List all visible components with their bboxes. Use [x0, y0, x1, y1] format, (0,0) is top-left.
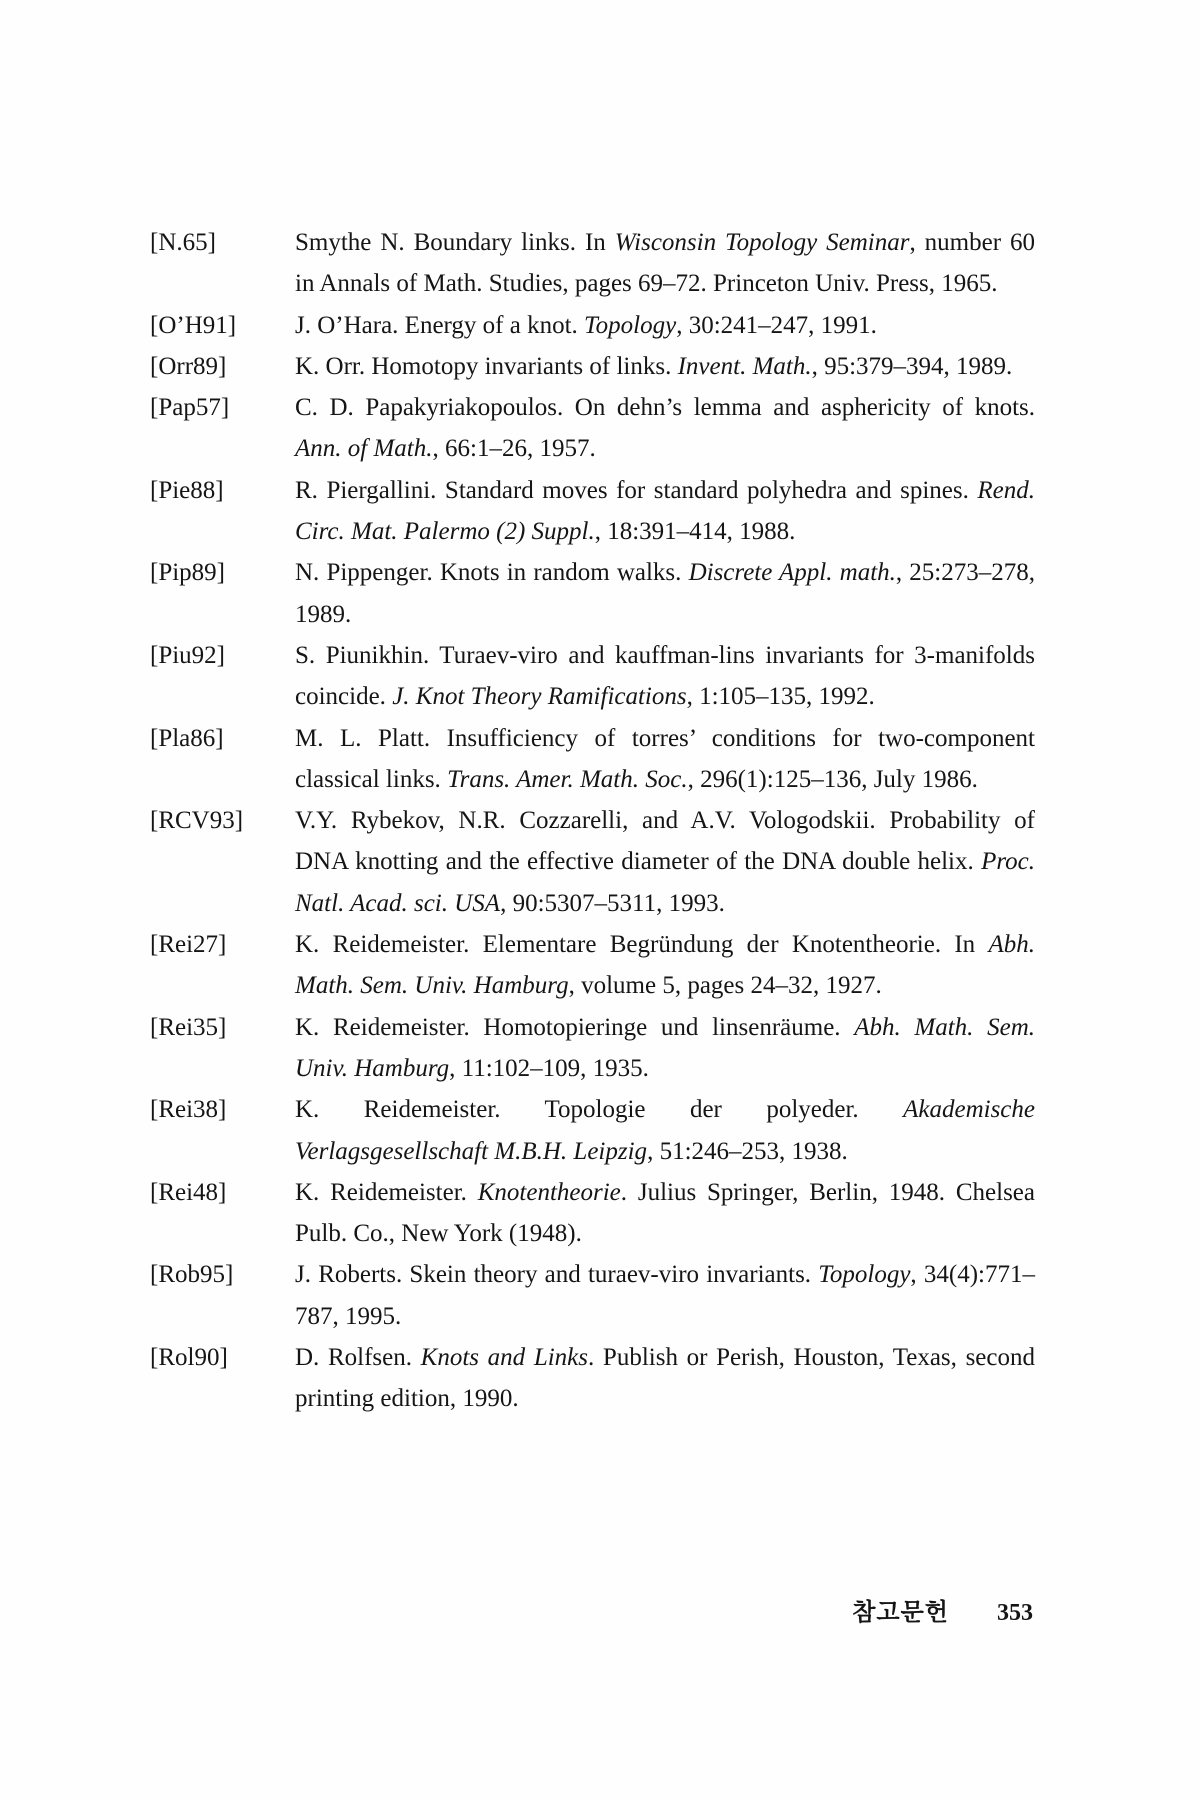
citation-text: J. O’Hara. Energy of a knot. — [295, 311, 585, 339]
footer-section-title: 참고문헌 — [852, 1598, 949, 1626]
citation-text: , 51:246–253, 1938. — [647, 1137, 848, 1165]
reference-entry — [150, 552, 1035, 635]
citation-title-italic: Trans. Amer. Math. Soc. — [447, 765, 688, 793]
reference-label: [Rei48] — [150, 1178, 227, 1206]
reference-entry — [150, 346, 1035, 387]
reference-entry — [150, 1337, 1035, 1420]
reference-entry — [150, 222, 1035, 305]
citation-title-italic: Topology — [584, 311, 677, 339]
citation-text: K. Reidemeister. — [295, 1178, 478, 1206]
citation-text: V.Y. Rybekov, N.R. Cozzarelli, and A.V. Vologodskii. Probability of DNA knotting and the effective diameter of the DNA double helix. — [295, 807, 1035, 876]
reference-citation — [295, 718, 1035, 801]
citation-text: , 30:241–247, 1991. — [676, 311, 877, 339]
citation-title-italic: Proc. Natl. Acad. sci. USA — [295, 848, 1035, 917]
reference-citation — [295, 1089, 1035, 1172]
citation-text: . Julius Springer, Berlin, 1948. Chelsea Pulb. Co., New York (1948). — [295, 1178, 1035, 1248]
citation-title-italic: Rend. Circ. Mat. Palermo (2) Suppl. — [295, 476, 1035, 546]
reference-citation — [295, 222, 1035, 305]
reference-label: [Pie88] — [150, 476, 224, 504]
reference-entry — [150, 924, 1035, 1007]
reference-label: [N.65] — [150, 229, 216, 256]
reference-citation — [295, 552, 1035, 635]
citation-text: , 34(4):771–787, 1995. — [295, 1261, 1035, 1330]
reference-label: [Rol90] — [150, 1344, 228, 1372]
citation-text: , volume 5, pages 24–32, 1927. — [568, 972, 882, 1000]
citation-title-italic: Knots and Links — [420, 1344, 589, 1372]
citation-text: M. L. Platt. Insufficiency of torres’ conditions for two-component classical links. — [295, 724, 1035, 793]
citation-text: R. Piergallini. Standard moves for standard polyhedra and spines. — [295, 476, 978, 504]
citation-text: D. Rolfsen. — [295, 1344, 421, 1372]
citation-text: Smythe N. Boundary links. In — [295, 229, 615, 256]
reference-citation — [295, 1254, 1035, 1337]
reference-entry — [150, 305, 1035, 346]
citation-text: , 90:5307–5311, 1993. — [500, 889, 725, 917]
reference-citation — [295, 1172, 1035, 1255]
citation-title-italic: Ann. of Math. — [295, 435, 433, 463]
reference-label: [RCV93] — [150, 807, 244, 835]
reference-citation — [295, 924, 1035, 1007]
reference-entry — [150, 718, 1035, 801]
citation-text: C. D. Papakyriakopoulos. On dehn’s lemma and asphericity of knots. — [295, 394, 1035, 422]
citation-text: K. Reidemeister. Topologie der polyeder. — [295, 1096, 904, 1124]
reference-citation — [295, 1007, 1035, 1090]
citation-title-italic: Abh. Math. Sem. Univ. Hamburg — [295, 931, 1035, 1000]
reference-label: [Pip89] — [150, 559, 225, 587]
reference-citation — [295, 305, 1035, 346]
reference-citation — [295, 470, 1035, 553]
reference-citation — [295, 387, 1035, 470]
reference-entry — [150, 1172, 1035, 1255]
page-footer — [852, 1592, 1033, 1627]
reference-label: [O’H91] — [150, 311, 237, 339]
citation-text: J. Roberts. Skein theory and turaev-viro invariants. — [295, 1261, 819, 1289]
reference-entry — [150, 470, 1035, 553]
citation-title-italic: Topology — [818, 1261, 911, 1289]
citation-text: N. Pippenger. Knots in random walks. — [295, 559, 689, 587]
citation-text: . Publish or Perish, Houston, Texas, second printing edition, 1990. — [295, 1344, 1035, 1413]
reference-label: [Rei35] — [150, 1013, 227, 1041]
reference-label: [Orr89] — [150, 352, 227, 380]
reference-entry — [150, 1007, 1035, 1090]
citation-title-italic: Discrete Appl. math. — [688, 559, 896, 587]
reference-label: [Pap57] — [150, 394, 230, 422]
reference-entry — [150, 635, 1035, 718]
reference-label: [Rei27] — [150, 931, 227, 959]
page-number: 353 — [997, 1600, 1033, 1626]
citation-text: , 18:391–414, 1988. — [594, 518, 796, 546]
citation-title-italic: Knotentheorie — [477, 1178, 621, 1206]
reference-list — [150, 222, 1035, 1420]
citation-text: , 1:105–135, 1992. — [686, 683, 875, 711]
reference-citation — [295, 346, 1035, 387]
reference-citation — [295, 800, 1035, 924]
citation-text: K. Reidemeister. Homotopieringe und linsenräume. — [295, 1013, 855, 1041]
reference-entry — [150, 800, 1035, 924]
citation-text: , 95:379–394, 1989. — [811, 352, 1013, 380]
citation-title-italic: J. Knot Theory Ramifications — [392, 683, 687, 711]
reference-entry — [150, 1089, 1035, 1172]
reference-entry — [150, 387, 1035, 470]
citation-title-italic: Wisconsin Topology Seminar — [614, 229, 910, 256]
citation-text: S. Piunikhin. Turaev-viro and kauffman-lins invariants for 3-manifolds coincide. — [295, 641, 1035, 711]
citation-title-italic: Invent. Math. — [677, 352, 812, 380]
citation-text: , 296(1):125–136, July 1986. — [687, 765, 978, 793]
citation-text: , number 60 in Annals of Math. Studies, pages 69–72. Princeton Univ. Press, 1965. — [295, 229, 1035, 298]
citation-title-italic: Akademische Verlagsgesellschaft M.B.H. Leipzig — [295, 1096, 1035, 1165]
citation-text: , 11:102–109, 1935. — [449, 1054, 649, 1082]
reference-entry — [150, 1254, 1035, 1337]
reference-label: [Rei38] — [150, 1096, 227, 1124]
citation-title-italic: Abh. Math. Sem. Univ. Hamburg — [295, 1013, 1036, 1082]
reference-label: [Rob95] — [150, 1261, 234, 1289]
citation-text: K. Reidemeister. Elementare Begründung der Knotentheorie. In — [295, 931, 989, 959]
reference-label: [Pla86] — [150, 724, 224, 752]
reference-citation — [295, 635, 1035, 718]
citation-text: K. Orr. Homotopy invariants of links. — [295, 352, 678, 380]
citation-text: , 66:1–26, 1957. — [432, 435, 596, 463]
reference-label: [Piu92] — [150, 641, 225, 669]
citation-text: , 25:273–278, 1989. — [295, 559, 1036, 628]
reference-citation — [295, 1337, 1035, 1420]
